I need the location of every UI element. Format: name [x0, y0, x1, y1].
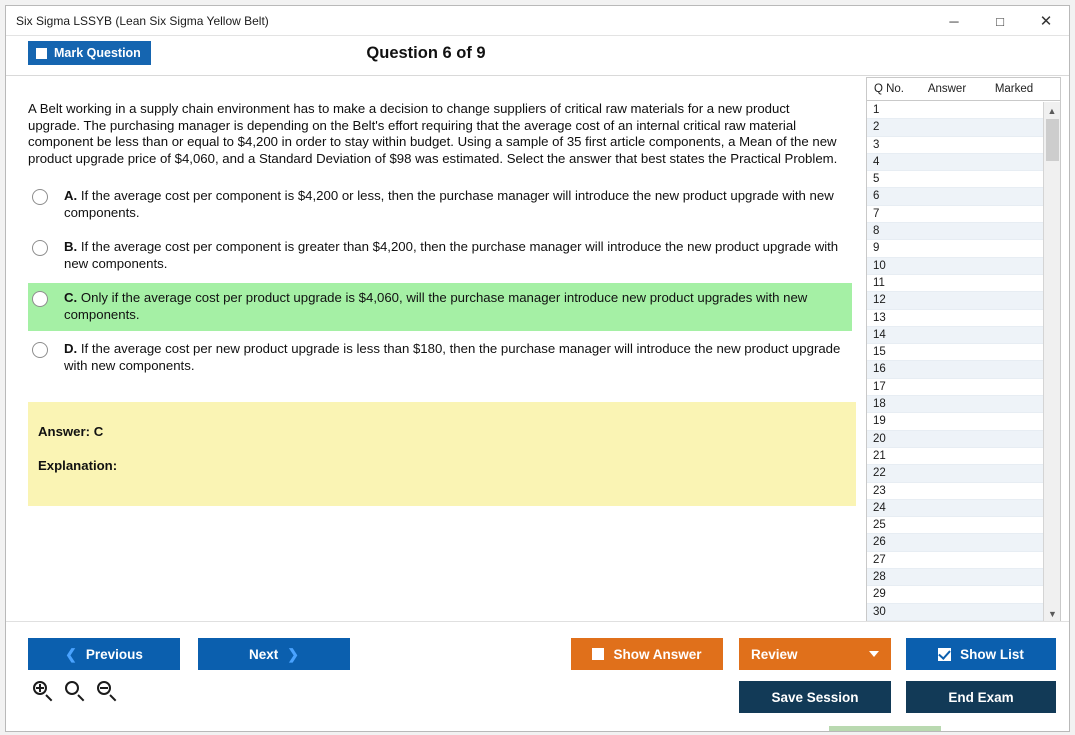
table-row[interactable] — [867, 483, 1044, 500]
cell-answer — [911, 292, 983, 308]
question-list-panel — [866, 77, 1061, 622]
cell-answer — [911, 223, 983, 239]
cell-answer — [911, 310, 983, 326]
cell-q-no: 24 — [873, 501, 886, 514]
cell-q-no: 25 — [873, 519, 886, 532]
option-b[interactable] — [28, 232, 852, 280]
cell-answer — [911, 171, 983, 187]
answer-label: Answer: C — [38, 424, 104, 439]
scrollbar-thumb[interactable] — [1046, 119, 1059, 161]
table-row[interactable] — [867, 500, 1044, 517]
option-a[interactable] — [28, 181, 852, 229]
cell-q-no: 15 — [873, 346, 886, 359]
table-row[interactable] — [867, 604, 1044, 621]
cell-marked — [983, 396, 1044, 412]
option-letter: A. — [64, 188, 78, 203]
save-session-button[interactable] — [739, 681, 891, 713]
cell-marked — [983, 431, 1044, 447]
cell-answer — [911, 361, 983, 377]
cell-marked — [983, 292, 1044, 308]
cell-marked — [983, 483, 1044, 499]
option-text: Only if the average cost per product upgrade is $4,060, will the purchase manager introduce new product upgrades with new components. — [64, 290, 808, 322]
cell-answer — [911, 206, 983, 222]
cell-marked — [983, 327, 1044, 343]
close-icon[interactable]: ✕ — [1039, 13, 1053, 30]
table-row[interactable] — [867, 188, 1044, 205]
table-row[interactable] — [867, 465, 1044, 482]
cell-marked — [983, 569, 1044, 585]
cell-marked — [983, 448, 1044, 464]
cell-answer — [911, 534, 983, 550]
table-row[interactable] — [867, 327, 1044, 344]
scroll-up-icon[interactable]: ▲ — [1047, 105, 1057, 116]
exam-window — [5, 5, 1070, 732]
table-row[interactable] — [867, 119, 1044, 136]
cell-marked — [983, 102, 1044, 118]
list-scrollbar[interactable] — [1043, 102, 1060, 622]
previous-button[interactable] — [28, 638, 180, 670]
zoom-controls — [32, 680, 118, 702]
table-row[interactable] — [867, 206, 1044, 223]
cell-q-no: 17 — [873, 380, 886, 393]
cell-marked — [983, 534, 1044, 550]
option-text: If the average cost per component is greater than $4,200, then the purchase manager will introduce the new product upgrade with new components. — [64, 239, 839, 271]
cell-answer — [911, 137, 983, 153]
cell-marked — [983, 223, 1044, 239]
question-pane — [6, 77, 866, 622]
window-title: Six Sigma LSSYB (Lean Six Sigma Yellow Belt) — [16, 13, 269, 28]
option-letter: D. — [64, 341, 78, 356]
cell-q-no: 30 — [873, 605, 886, 618]
table-row[interactable] — [867, 431, 1044, 448]
cell-q-no: 4 — [873, 155, 880, 168]
show-list-button[interactable] — [906, 638, 1056, 670]
table-row[interactable] — [867, 448, 1044, 465]
cell-q-no: 2 — [873, 121, 880, 134]
cell-q-no: 13 — [873, 311, 886, 324]
table-row[interactable] — [867, 569, 1044, 586]
cell-q-no: 10 — [873, 259, 886, 272]
chevron-down-icon — [869, 651, 879, 657]
cell-q-no: 6 — [873, 190, 880, 203]
cell-marked — [983, 240, 1044, 256]
review-dropdown[interactable] — [739, 638, 891, 670]
table-row[interactable] — [867, 413, 1044, 430]
cell-answer — [911, 258, 983, 274]
cell-q-no: 28 — [873, 571, 886, 584]
previous-label: Previous — [85, 646, 143, 662]
table-row[interactable] — [867, 552, 1044, 569]
cell-q-no: 21 — [873, 449, 886, 462]
cell-answer — [911, 396, 983, 412]
chevron-right-icon: ❯ — [287, 645, 299, 662]
radio-icon[interactable] — [32, 342, 48, 358]
question-list-header — [867, 78, 1060, 101]
radio-icon[interactable] — [32, 240, 48, 256]
end-exam-button[interactable] — [906, 681, 1056, 713]
title-bar — [6, 6, 1069, 36]
cell-answer — [911, 188, 983, 204]
cell-answer — [911, 552, 983, 568]
radio-icon[interactable] — [32, 189, 48, 205]
table-row[interactable] — [867, 102, 1044, 119]
table-row[interactable] — [867, 534, 1044, 551]
cell-q-no: 26 — [873, 536, 886, 549]
cell-answer — [911, 586, 983, 602]
table-row[interactable] — [867, 292, 1044, 309]
option-letter: B. — [64, 239, 78, 254]
table-row[interactable] — [867, 517, 1044, 534]
zoom-out-icon[interactable] — [96, 680, 118, 702]
scroll-down-icon[interactable]: ▼ — [1048, 608, 1057, 619]
cell-marked — [983, 206, 1044, 222]
cell-answer — [911, 569, 983, 585]
table-row[interactable] — [867, 154, 1044, 171]
cell-q-no: 1 — [873, 104, 880, 116]
cell-marked — [983, 154, 1044, 170]
column-q-no: Q No. — [873, 83, 905, 95]
table-row[interactable] — [867, 258, 1044, 275]
checkbox-icon — [592, 648, 604, 660]
footer-toolbar — [6, 621, 1069, 731]
show-list-label: Show List — [960, 646, 1024, 662]
table-row[interactable] — [867, 361, 1044, 378]
question-list-rows[interactable] — [867, 102, 1044, 622]
column-marked: Marked — [994, 83, 1034, 95]
cell-q-no: 5 — [873, 173, 880, 186]
cell-q-no: 22 — [873, 467, 886, 480]
column-answer: Answer — [927, 83, 967, 95]
option-text: If the average cost per new product upgrade is less than $180, then the purchase manager will introduce the new product upgrade with new components. — [64, 341, 841, 373]
table-row[interactable] — [867, 310, 1044, 327]
cell-answer — [911, 465, 983, 481]
cell-marked — [983, 604, 1044, 620]
cell-marked — [983, 188, 1044, 204]
table-row[interactable] — [867, 171, 1044, 188]
cell-answer — [911, 413, 983, 429]
table-row[interactable] — [867, 275, 1044, 292]
checkbox-checked-icon — [938, 648, 951, 661]
table-row[interactable] — [867, 344, 1044, 361]
radio-icon[interactable] — [32, 291, 48, 307]
table-row[interactable] — [867, 396, 1044, 413]
cell-q-no: 18 — [873, 398, 886, 411]
table-row[interactable] — [867, 240, 1044, 257]
table-row[interactable] — [867, 586, 1044, 603]
minimize-icon[interactable]: ─ — [949, 13, 959, 29]
zoom-in-icon[interactable] — [32, 680, 54, 702]
option-c[interactable] — [28, 283, 852, 331]
review-label: Review — [751, 646, 798, 662]
cell-marked — [983, 361, 1044, 377]
cell-marked — [983, 344, 1044, 360]
cell-marked — [983, 275, 1044, 291]
window-controls — [931, 6, 1069, 36]
cell-q-no: 3 — [873, 138, 880, 151]
explanation-label: Explanation: — [38, 458, 118, 473]
cell-answer — [911, 431, 983, 447]
save-session-label: Save Session — [771, 689, 859, 705]
cell-answer — [911, 517, 983, 533]
cell-q-no: 27 — [873, 553, 886, 566]
cell-q-no: 16 — [873, 363, 886, 376]
maximize-icon[interactable]: □ — [996, 13, 1004, 29]
cell-marked — [983, 258, 1044, 274]
next-button[interactable] — [198, 638, 350, 670]
cell-answer — [911, 344, 983, 360]
cell-q-no: 7 — [873, 207, 880, 220]
chevron-left-icon: ❮ — [65, 645, 77, 662]
cell-q-no: 11 — [873, 276, 885, 289]
cell-marked — [983, 119, 1044, 135]
cell-answer — [911, 604, 983, 620]
cell-answer — [911, 119, 983, 135]
cell-q-no: 23 — [873, 484, 886, 497]
cell-answer — [911, 275, 983, 291]
table-row[interactable] — [867, 379, 1044, 396]
cell-q-no: 9 — [873, 242, 880, 255]
cell-marked — [983, 517, 1044, 533]
cell-marked — [983, 586, 1044, 602]
page-title: Question 6 of 9 — [366, 44, 486, 62]
table-row[interactable] — [867, 223, 1044, 240]
cell-marked — [983, 310, 1044, 326]
show-answer-button[interactable] — [571, 638, 723, 670]
cell-q-no: 29 — [873, 588, 886, 601]
cell-answer — [911, 102, 983, 118]
cell-marked — [983, 500, 1044, 516]
zoom-reset-icon[interactable] — [64, 680, 86, 702]
cell-q-no: 20 — [873, 432, 886, 445]
option-letter: C. — [64, 290, 78, 305]
cell-q-no: 19 — [873, 415, 886, 428]
decorative-strip — [829, 726, 941, 731]
header-bar — [6, 36, 1069, 76]
cell-marked — [983, 413, 1044, 429]
cell-answer — [911, 154, 983, 170]
cell-marked — [983, 552, 1044, 568]
question-text: A Belt working in a supply chain environment has to make a decision to change suppliers of critical raw materials for a new product upgrade. The purchasing manager is depending on the Belt's effort requiring that the average cost of an internal critical raw material component be less than or equal to $4,200 in order to stay within budget. Using a sample of 35 first article components, a Mean of the new product upgrade price of $4,060, and a Standard Deviation of $98 was estimated. Select the answer that best states the Practical Problem. — [28, 101, 838, 166]
cell-answer — [911, 500, 983, 516]
option-text: If the average cost per component is $4,200 or less, then the purchase manager will introduce the new product upgrade with new components. — [64, 188, 834, 220]
next-label: Next — [249, 646, 279, 662]
cell-marked — [983, 137, 1044, 153]
cell-marked — [983, 465, 1044, 481]
end-exam-label: End Exam — [948, 689, 1014, 705]
cell-answer — [911, 483, 983, 499]
answer-panel — [28, 402, 856, 506]
content-area — [6, 77, 1069, 622]
cell-answer — [911, 240, 983, 256]
cell-marked — [983, 379, 1044, 395]
cell-answer — [911, 327, 983, 343]
cell-answer — [911, 448, 983, 464]
cell-marked — [983, 171, 1044, 187]
show-answer-label: Show Answer — [613, 646, 702, 662]
cell-q-no: 14 — [873, 328, 886, 341]
table-row[interactable] — [867, 137, 1044, 154]
cell-q-no: 12 — [873, 294, 886, 307]
cell-q-no: 8 — [873, 225, 880, 238]
cell-answer — [911, 379, 983, 395]
mark-question-label: Mark Question — [54, 46, 141, 60]
option-d[interactable] — [28, 334, 852, 382]
